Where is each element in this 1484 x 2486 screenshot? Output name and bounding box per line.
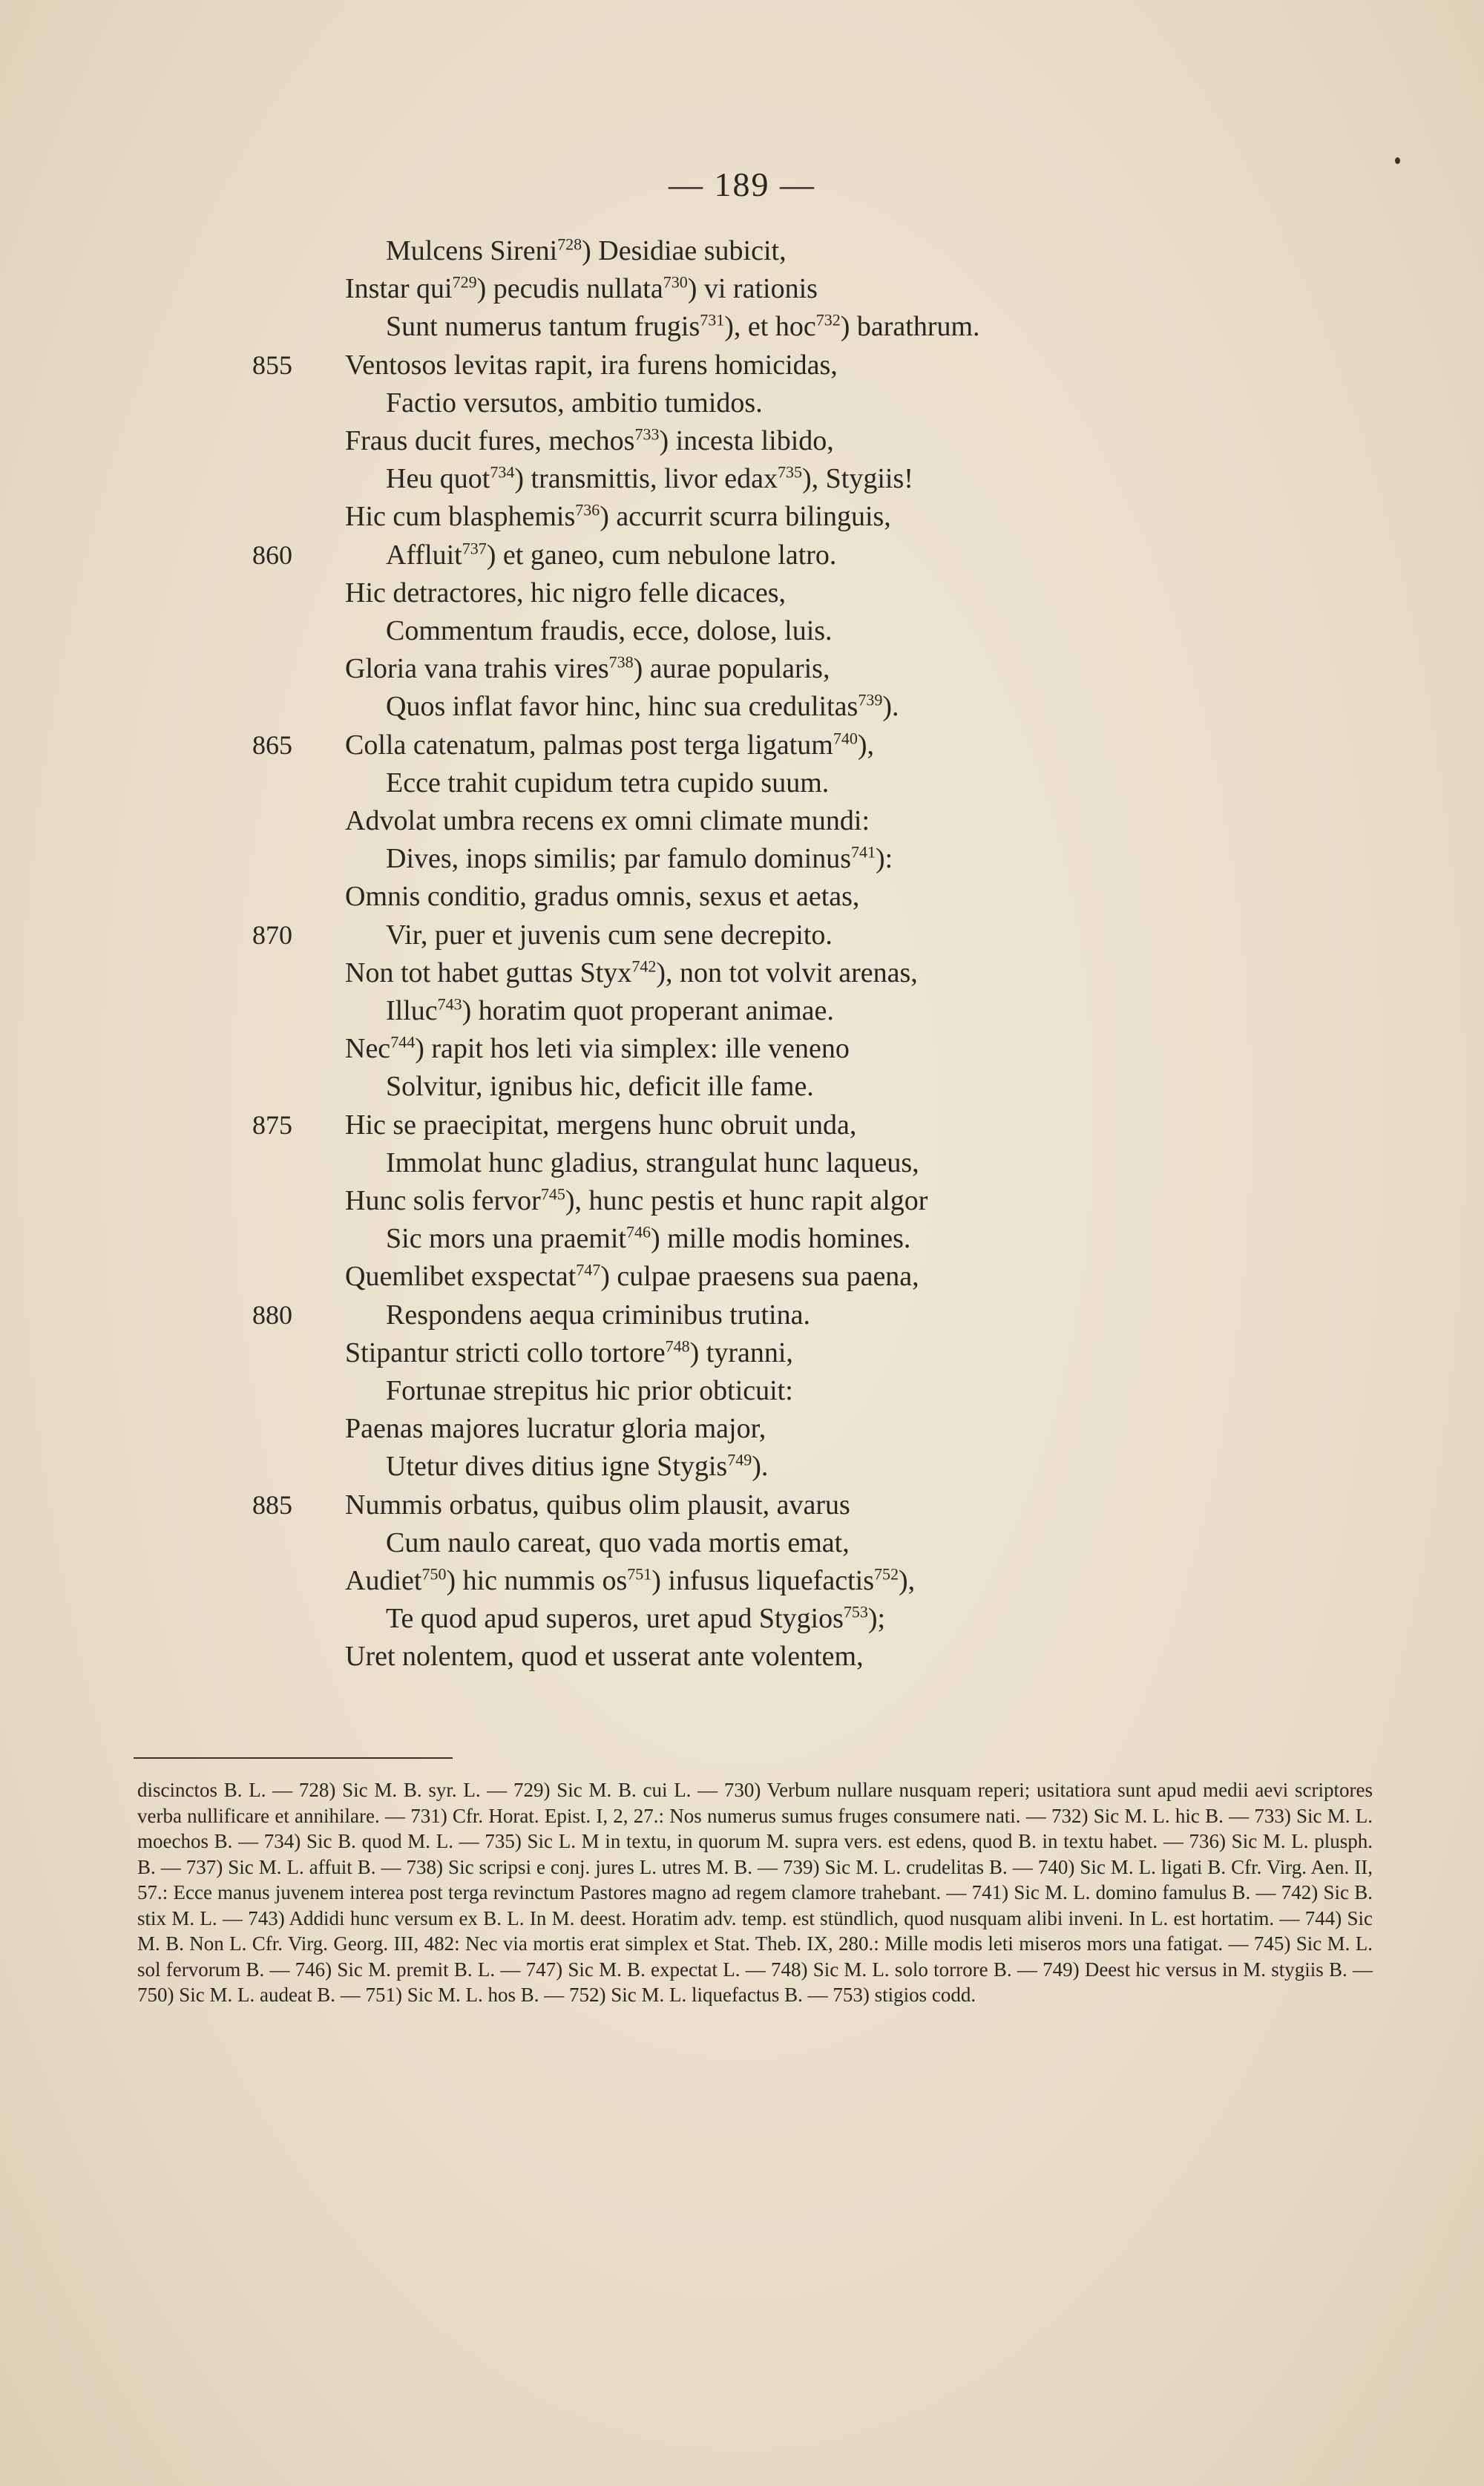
verse-segment: ) pecudis nullata bbox=[476, 273, 663, 305]
page-number-header: — 189 — bbox=[669, 165, 815, 203]
verse-segment: ) barathrum. bbox=[840, 311, 980, 343]
verse-text bbox=[345, 347, 838, 384]
verse-segment: Omnis conditio, gradus omnis, sexus et aetas, bbox=[345, 881, 860, 913]
footnote-ref: 739 bbox=[858, 690, 883, 709]
verse-text bbox=[386, 1068, 814, 1105]
verse-segment: Sunt numerus tantum frugis bbox=[386, 311, 700, 343]
verse-text bbox=[345, 1182, 928, 1219]
verse-text bbox=[345, 954, 918, 991]
footnote-ref: 735 bbox=[777, 462, 802, 482]
verse-segment: ) aurae popularis, bbox=[633, 653, 830, 685]
verse-segment: Advolat umbra recens ex omni climate mundi: bbox=[345, 805, 870, 836]
verse-text bbox=[345, 1410, 766, 1447]
verse-text bbox=[345, 498, 891, 535]
footnote-ref: 753 bbox=[843, 1602, 868, 1621]
verse-segment: Fortunae strepitus hic prior obticuit: bbox=[386, 1375, 793, 1406]
footnote-ref: 736 bbox=[575, 500, 600, 519]
verse-segment: Quos inflat favor hinc, hinc sua credulitas bbox=[386, 691, 858, 723]
verse-segment: Colla catenatum, palmas post terga ligatum bbox=[345, 729, 833, 761]
verse-segment: ) mille modis homines. bbox=[650, 1223, 911, 1255]
footnote-ref: 731 bbox=[700, 310, 725, 329]
footnote-ref: 728 bbox=[557, 235, 582, 254]
footnote-ref: 729 bbox=[452, 272, 477, 292]
line-number: 860 bbox=[252, 539, 292, 570]
footnote-ref: 745 bbox=[540, 1184, 565, 1204]
verse-segment: Vir, puer et juvenis cum sene decrepito. bbox=[386, 919, 833, 951]
verse-text bbox=[386, 688, 899, 725]
verse-text bbox=[386, 1372, 793, 1409]
verse-segment: Hic detractores, hic nigro felle dicaces, bbox=[345, 577, 786, 609]
verse-segment: Heu quot bbox=[386, 463, 490, 495]
verse-text bbox=[345, 1334, 793, 1371]
footnote-ref: 751 bbox=[627, 1564, 652, 1584]
verse-segment: ), Stygiis! bbox=[801, 463, 913, 495]
footnote-ref: 742 bbox=[631, 957, 657, 976]
verse-segment: Dives, inops similis; par famulo dominus bbox=[386, 843, 851, 875]
verse-text bbox=[345, 878, 859, 915]
verse-text bbox=[386, 1524, 850, 1561]
verse-segment: Fraus ducit fures, mechos bbox=[345, 425, 635, 456]
footnote-text: discinctos B. L. — 728) Sic M. B. syr. L. — 729) Sic M. B. cui L. — 730) Verbum nullare nusquam reperi; usitatiora sunt apud medii aevi scriptores verba nullificare et annihilare. — 731) Cfr. Horat. Epist. I, 2, 27.: Nos numerus sumus fruges consumere nati. — 732) Sic M. L. hic B. — 733) Sic M. L. moechos B. — 734) Sic B. quod M. L. — 735) Sic L. M in textu, in quorum M. supra vers. est edens, quod B. in textu habet. — 736) Sic M. L. plusph. B. — 737) Sic M. L. affuit B. — 738) Sic scripsi e conj. jures L. utres M. B. — 739) Sic M. L. crudelitas B. — 740) Sic M. L. ligati B. Cfr. Virg. Aen. II, 57.: Ecce manus juvenem interea post terga revinctum Pastores magno ad regem clamore trahebant. — 741) Sic M. L. domino famulus B. — 742) Sic B. stix M. L. — 743) Addidi hunc versum ex B. L. In M. deest. Horatim adv. temp. est stündlich, quod nusquam alibi inveni. In L. est hortatim. — 744) Sic M. B. Non L. Cfr. Virg. Georg. III, 482: Nec via mortis erat simplex et Stat. Theb. IX, 280.: Mille modis leti miseros mors una fatigat. — 745) Sic M. L. sol fervorum B. — 746) Sic M. premit B. L. — 747) Sic M. B. expectat L. — 748) Sic M. L. solo torrore B. — 749) Deest hic versus in M. stygiis B. — 750) Sic M. L. audeat B. — 751) Sic M. L. hos B. — 752) Sic M. L. liquefactus B. — 753) stigios codd. bbox=[137, 1779, 1373, 2006]
verse-text bbox=[345, 1030, 850, 1067]
verse-segment: Hic cum blasphemis bbox=[345, 501, 576, 533]
verse-text bbox=[345, 422, 834, 459]
verse-segment: Non tot habet guttas Styx bbox=[345, 957, 632, 988]
verse-segment: ), bbox=[857, 729, 874, 761]
verse-segment: Commentum fraudis, ecce, dolose, luis. bbox=[386, 615, 833, 646]
verse-segment: Gloria vana trahis vires bbox=[345, 653, 609, 685]
verse-segment: ) culpae praesens sua paena, bbox=[600, 1261, 919, 1293]
verse-segment: Te quod apud superos, uret apud Stygios bbox=[386, 1603, 844, 1635]
verse-segment: Paenas majores lucratur gloria major, bbox=[345, 1413, 766, 1445]
footnote-ref: 741 bbox=[850, 842, 876, 862]
footnote-ref: 744 bbox=[390, 1032, 416, 1052]
verse-segment: ) hic nummis os bbox=[446, 1565, 628, 1596]
verse-text bbox=[345, 1562, 915, 1599]
footnote-rule bbox=[134, 1757, 453, 1759]
verse-segment: ) accurrit scurra bilinguis, bbox=[600, 501, 891, 533]
verse-text bbox=[386, 1448, 768, 1485]
verse-text bbox=[345, 650, 830, 687]
verse-segment: Utetur dives ditius igne Stygis bbox=[386, 1451, 728, 1483]
verse-segment: Quemlibet exspectat bbox=[345, 1261, 577, 1293]
line-number: 880 bbox=[252, 1299, 292, 1330]
footnote-ref: 752 bbox=[873, 1564, 899, 1584]
footnote-ref: 730 bbox=[663, 272, 688, 292]
verse-text bbox=[386, 992, 834, 1029]
footnote-ref: 732 bbox=[815, 310, 841, 329]
footnote-ref: 738 bbox=[608, 652, 634, 672]
verse-segment: ) et ganeo, cum nebulone latro. bbox=[486, 539, 837, 571]
verse-segment: Nec bbox=[345, 1033, 391, 1065]
verse-text bbox=[345, 802, 870, 839]
verse-segment: ), non tot volvit arenas, bbox=[656, 957, 918, 988]
verse-segment: ), et hoc bbox=[724, 311, 816, 343]
verse-segment: ) tyranni, bbox=[689, 1337, 793, 1368]
line-number: 870 bbox=[252, 919, 292, 950]
verse-segment: Illuc bbox=[386, 995, 438, 1026]
verse-segment: Instar qui bbox=[345, 273, 453, 305]
footnote-ref: 746 bbox=[626, 1222, 651, 1242]
verse-text bbox=[386, 764, 829, 801]
line-number: 865 bbox=[252, 729, 292, 760]
ink-speck bbox=[1395, 157, 1400, 164]
verse-text bbox=[386, 1296, 810, 1334]
verse-segment: Hic se praecipitat, mergens hunc obruit unda, bbox=[345, 1109, 857, 1141]
verse-segment: ) rapit hos leti via simplex: ille veneno bbox=[415, 1033, 850, 1065]
verse-text bbox=[386, 537, 836, 574]
verse-segment: ) incesta libido, bbox=[659, 425, 834, 456]
verse-text bbox=[345, 727, 874, 764]
line-number: 885 bbox=[252, 1489, 292, 1520]
footnotes bbox=[137, 1777, 1373, 2008]
verse-segment: Audiet bbox=[345, 1565, 422, 1596]
verse-segment: ), bbox=[898, 1565, 916, 1596]
verse-text bbox=[386, 232, 787, 269]
verse-text bbox=[386, 460, 913, 497]
verse-segment: Solvitur, ignibus hic, deficit ille fame. bbox=[386, 1071, 814, 1103]
verse-text bbox=[386, 916, 833, 954]
footnote-ref: 737 bbox=[462, 538, 487, 557]
verse-segment: ); bbox=[867, 1603, 886, 1635]
footnote-ref: 748 bbox=[665, 1337, 690, 1356]
verse-segment: ) horatim quot properant animae. bbox=[462, 995, 834, 1026]
verse-segment: Nummis orbatus, quibus olim plausit, avarus bbox=[345, 1489, 850, 1521]
footnote-ref: 740 bbox=[833, 728, 858, 747]
verse-segment: Factio versutos, ambitio tumidos. bbox=[386, 387, 763, 419]
footnote-ref: 750 bbox=[421, 1564, 447, 1584]
footnote-ref: 733 bbox=[634, 424, 660, 444]
verse-segment: Sic mors una praemit bbox=[386, 1223, 626, 1255]
verse-segment: Immolat hunc gladius, strangulat hunc laqueus, bbox=[386, 1147, 919, 1178]
footnote-ref: 747 bbox=[576, 1260, 601, 1279]
footnote-ref: 749 bbox=[727, 1450, 752, 1469]
verse-segment: ) Desidiae subicit, bbox=[582, 235, 787, 266]
verse-segment: ) vi rationis bbox=[687, 273, 818, 305]
footnote-ref: 743 bbox=[437, 994, 462, 1014]
verse-segment: ) transmittis, livor edax bbox=[514, 463, 778, 495]
verse-text bbox=[345, 270, 818, 307]
verse-segment: ). bbox=[752, 1451, 769, 1483]
verse-text bbox=[386, 308, 980, 345]
verse-segment: Hunc solis fervor bbox=[345, 1185, 541, 1216]
verse-segment: Ventosos levitas rapit, ira furens homicidas, bbox=[345, 349, 838, 381]
verse-text bbox=[345, 1258, 919, 1295]
verse-text bbox=[386, 1220, 910, 1257]
verse-text bbox=[345, 574, 786, 611]
verse-segment: ), hunc pestis et hunc rapit algor bbox=[565, 1185, 928, 1216]
verse-text bbox=[386, 1600, 885, 1637]
verse-text bbox=[386, 1144, 919, 1181]
verse-segment: ) infusus liquefactis bbox=[651, 1565, 874, 1596]
verse-text bbox=[386, 840, 893, 877]
verse-text bbox=[345, 1486, 850, 1524]
verse-segment: Respondens aequa criminibus trutina. bbox=[386, 1299, 810, 1331]
verse-segment: Ecce trahit cupidum tetra cupido suum. bbox=[386, 767, 830, 798]
footnote-ref: 734 bbox=[490, 462, 515, 482]
verse-segment: Cum naulo careat, quo vada mortis emat, bbox=[386, 1526, 850, 1558]
verse-segment: Stipantur stricti collo tortore bbox=[345, 1337, 666, 1368]
verse-text bbox=[386, 384, 763, 422]
verse-text bbox=[345, 1638, 864, 1675]
line-number: 855 bbox=[252, 350, 292, 380]
verse-segment: ). bbox=[882, 691, 899, 723]
verse-segment: Uret nolentem, quod et usserat ante volentem, bbox=[345, 1641, 864, 1673]
line-number: 875 bbox=[252, 1109, 292, 1140]
verse-segment: ): bbox=[875, 843, 893, 875]
verse-text bbox=[386, 612, 833, 649]
verse-segment: Mulcens Sireni bbox=[386, 235, 558, 266]
verse-segment: Affluit bbox=[386, 539, 462, 571]
verse-text bbox=[345, 1106, 856, 1144]
